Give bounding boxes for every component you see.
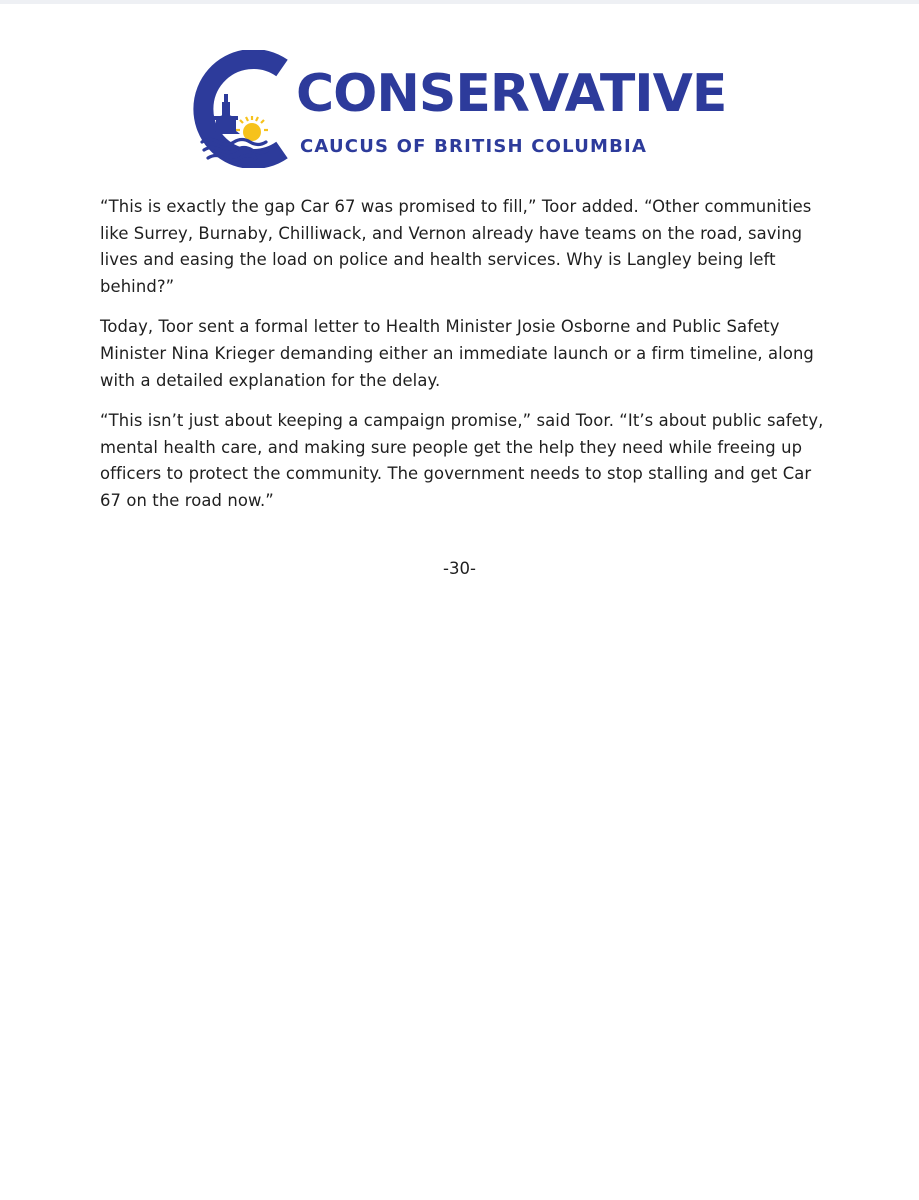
paragraph-quote-promise: “This isn’t just about keeping a campaign promise,” said Toor. “It’s about public safety, mental health care, and making sure people get the help they need while freeing up officers to protect the community. The government needs to stop stalling and get Car 67 on the road now.”	[100, 411, 824, 510]
logo-title: CONSERVATIVE	[296, 64, 727, 124]
conservative-c-dome-icon	[186, 50, 290, 168]
page-top-edge	[0, 0, 919, 4]
logo-subtitle: CAUCUS OF BRITISH COLUMBIA	[300, 136, 648, 157]
paragraph-letter: Today, Toor sent a formal letter to Health Minister Josie Osborne and Public Safety Minister Nina Krieger demanding either an immediate launch or a firm timeline, along with a detailed explanation for the delay.	[100, 317, 814, 390]
paragraph-quote-gap: “This is exactly the gap Car 67 was promised to fill,” Toor added. “Other communities like Surrey, Burnaby, Chilliwack, and Vernon already have teams on the road, saving lives and easing the load on police and health services. Why is Langley being left behind?”	[100, 197, 812, 296]
end-of-release-mark: -30-	[443, 559, 476, 578]
press-release-body	[100, 194, 830, 529]
conservative-caucus-logo	[186, 50, 746, 170]
